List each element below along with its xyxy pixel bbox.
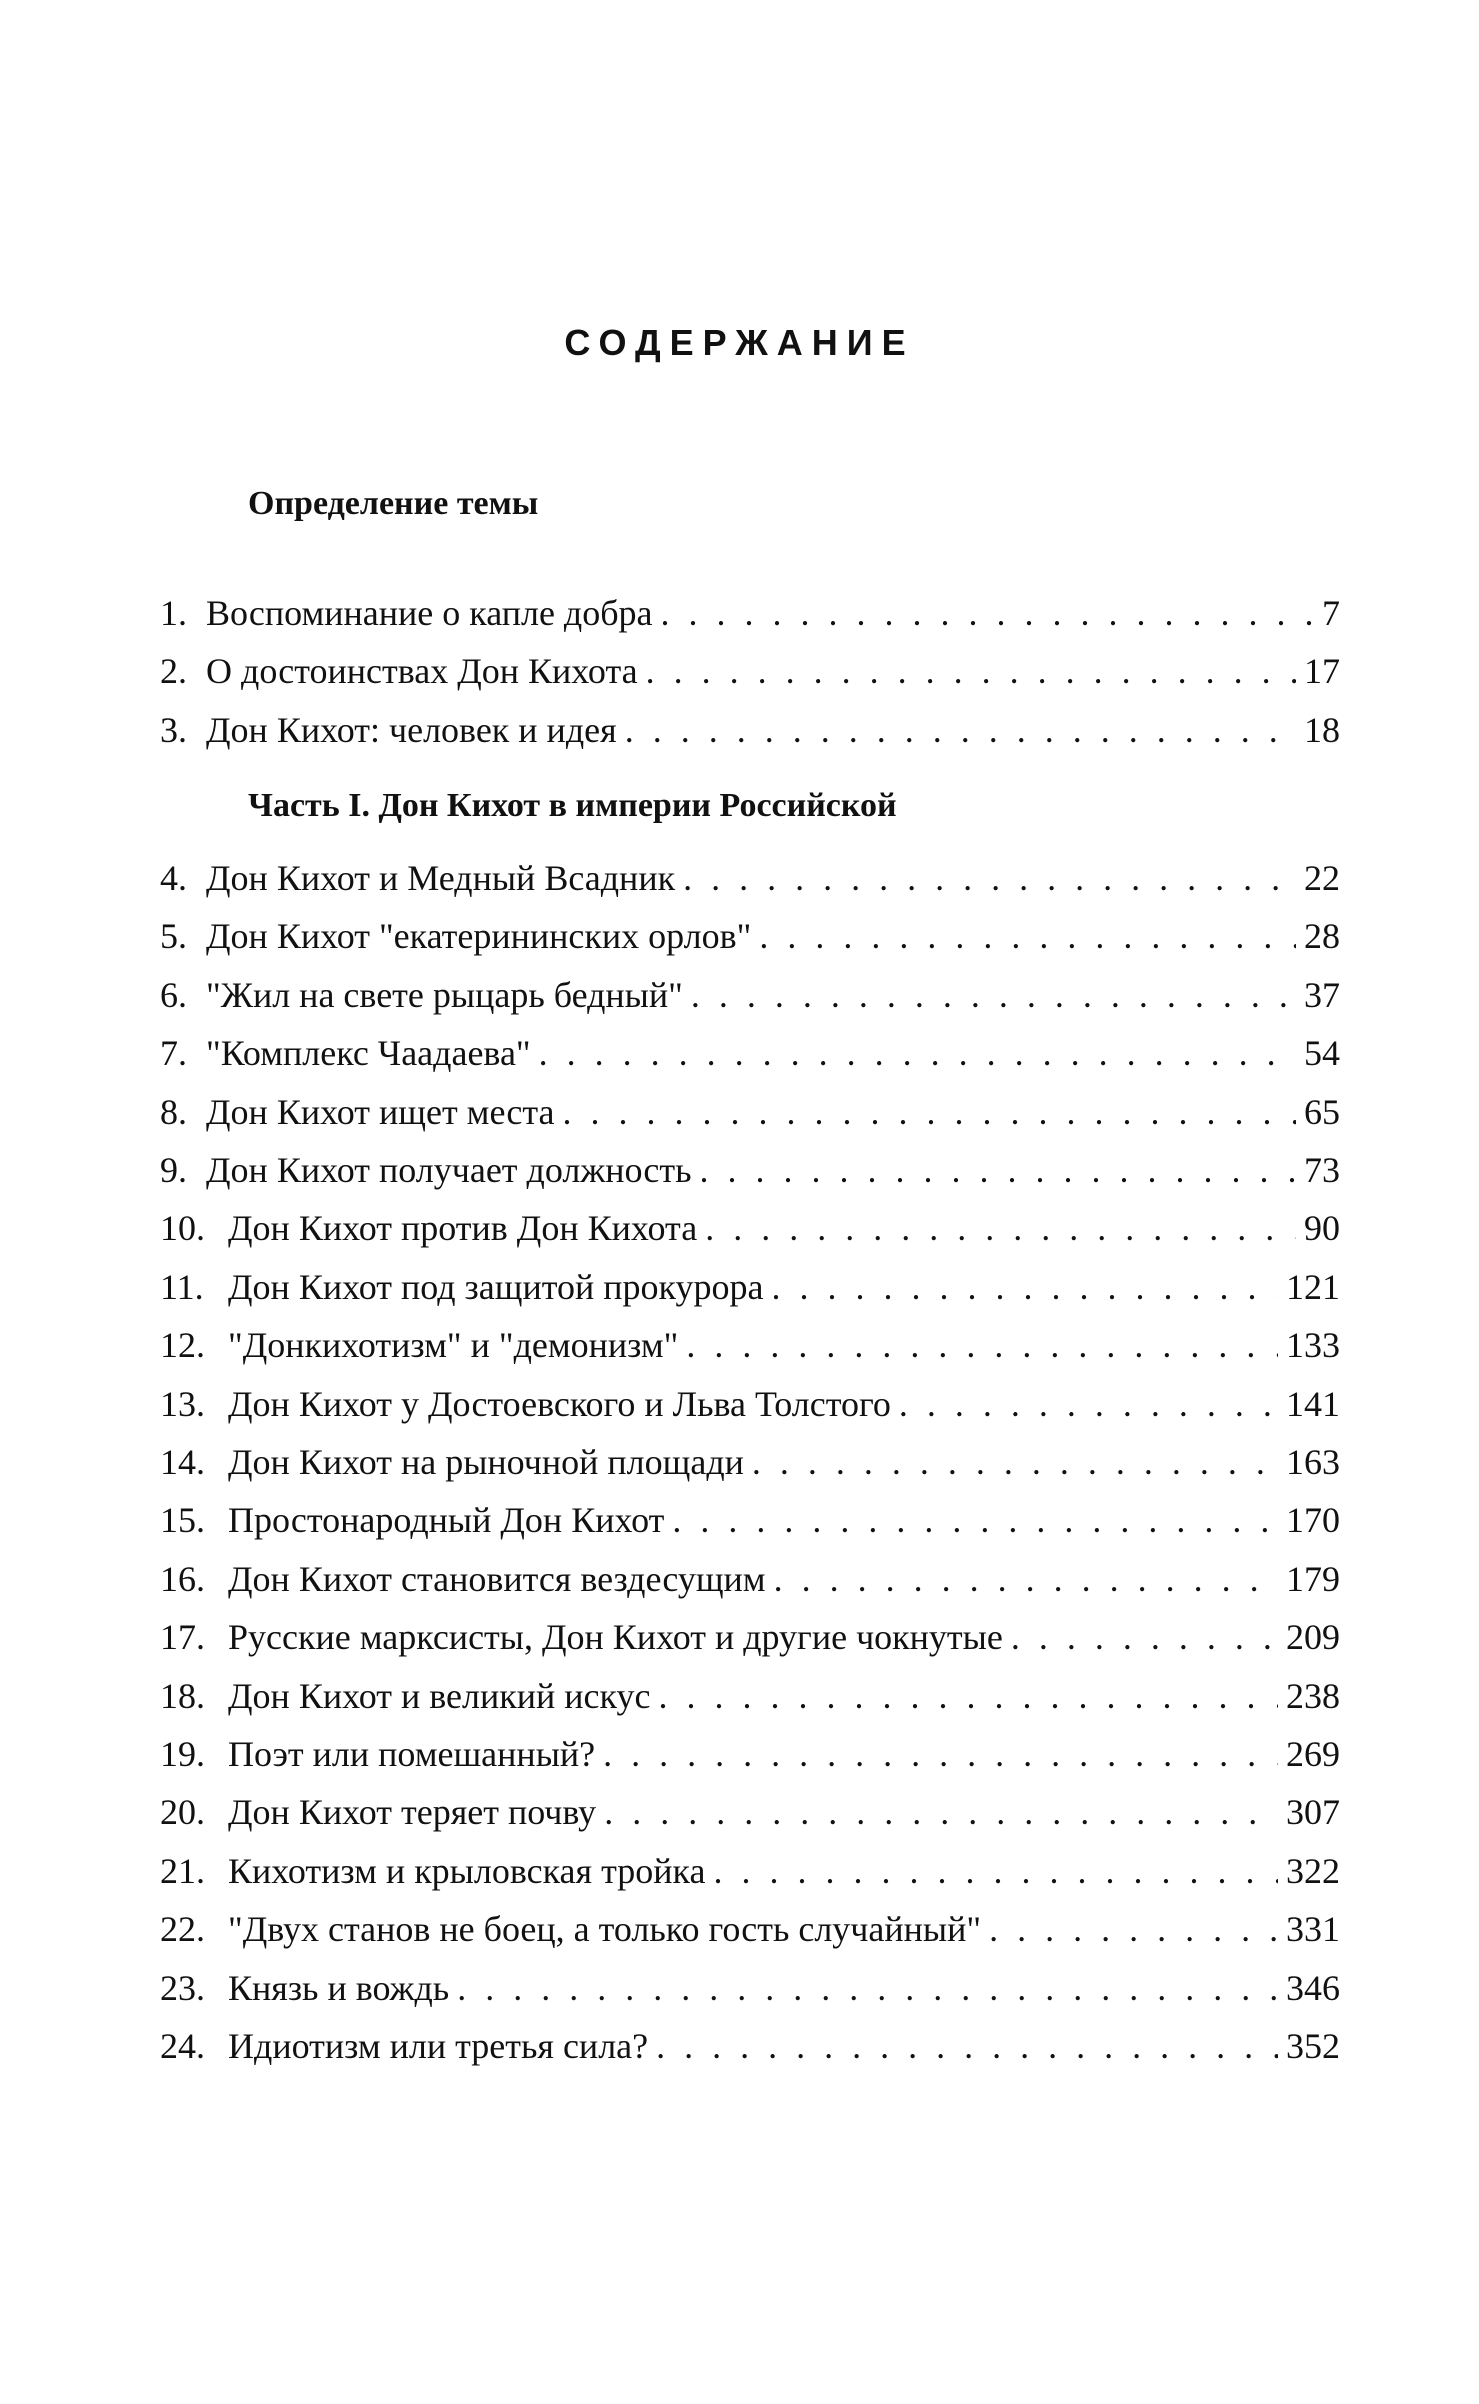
- toc-entry: [160, 1965, 1340, 2011]
- dot-leader: [752, 1439, 1278, 1485]
- entry-title: Воспоминание о капле добра: [206, 593, 653, 633]
- dot-leader: [457, 1965, 1278, 2011]
- entry-page-number: 238: [1286, 1675, 1340, 1716]
- entry-number: 13.: [160, 1383, 205, 1424]
- entry-title: Дон Кихот ищет места: [206, 1091, 555, 1132]
- entry-number: 3.: [160, 709, 187, 750]
- entry-title: Идиотизм или третья сила?: [228, 2026, 649, 2066]
- dot-leader: [691, 972, 1296, 1018]
- dot-leader: [686, 1322, 1278, 1368]
- toc-entry: [160, 1906, 1340, 1952]
- dot-leader: [899, 1381, 1278, 1427]
- entry-title: "Донкихотизм" и "демонизм": [228, 1325, 679, 1366]
- entry-page-number: 121: [1286, 1266, 1340, 1307]
- section-heading: Часть I. Дон Кихот в империи Российской: [248, 787, 897, 824]
- page-title: СОДЕРЖАНИЕ: [564, 322, 915, 363]
- entry-page-number: 179: [1286, 1558, 1340, 1599]
- toc-entry: [160, 1147, 1340, 1193]
- entry-title: Дон Кихот и Медный Всадник: [206, 858, 676, 898]
- toc-entry: [160, 972, 1340, 1018]
- entry-title: Дон Кихот на рыночной площади: [228, 1442, 744, 1482]
- entry-number: 9.: [160, 1150, 187, 1190]
- dot-leader: [625, 707, 1296, 753]
- entry-page-number: 7: [1322, 593, 1340, 633]
- dot-leader: [683, 855, 1296, 901]
- entry-page-number: 54: [1304, 1033, 1340, 1074]
- dot-leader: [539, 1030, 1296, 1076]
- toc-entry: [160, 1556, 1340, 1602]
- toc-entry: [160, 1030, 1340, 1076]
- entry-page-number: 141: [1286, 1383, 1340, 1424]
- entry-page-number: 322: [1286, 1850, 1340, 1891]
- dot-leader: [771, 1264, 1278, 1310]
- entry-page-number: 18: [1304, 709, 1340, 750]
- entry-number: 5.: [160, 916, 187, 957]
- entry-title: Дон Кихот под защитой прокурора: [228, 1266, 764, 1307]
- toc-entry: [160, 1789, 1340, 1835]
- dot-leader: [661, 590, 1314, 636]
- entry-number: 10.: [160, 1208, 205, 1249]
- dot-leader: [759, 913, 1296, 959]
- dot-leader: [656, 2023, 1278, 2069]
- entry-number: 11.: [160, 1266, 204, 1307]
- dot-leader: [1011, 1614, 1278, 1660]
- toc-entry: [160, 1497, 1340, 1543]
- entry-page-number: 22: [1304, 858, 1340, 898]
- entry-title: "Жил на свете рыцарь бедный": [206, 974, 683, 1015]
- entry-page-number: 307: [1286, 1792, 1340, 1833]
- toc-entry: [160, 1322, 1340, 1368]
- toc-entry: [160, 913, 1340, 959]
- entry-number: 2.: [160, 651, 187, 692]
- dot-leader: [774, 1556, 1278, 1602]
- entry-page-number: 209: [1286, 1617, 1340, 1658]
- entry-number: 21.: [160, 1850, 205, 1891]
- toc-entry: [160, 1673, 1340, 1719]
- entry-number: 17.: [160, 1617, 205, 1658]
- entry-page-number: 133: [1286, 1325, 1340, 1366]
- entry-title: Дон Кихот: человек и идея: [206, 709, 617, 750]
- entry-page-number: 73: [1304, 1150, 1340, 1190]
- toc-entry: [160, 1731, 1340, 1777]
- entry-number: 7.: [160, 1033, 187, 1074]
- toc-entry: [160, 590, 1340, 636]
- entry-number: 24.: [160, 2026, 205, 2066]
- entry-number: 22.: [160, 1909, 205, 1950]
- entry-number: 6.: [160, 974, 187, 1015]
- dot-leader: [658, 1673, 1278, 1719]
- toc-entry: [160, 1848, 1340, 1894]
- entry-title: Русские марксисты, Дон Кихот и другие чокнутые: [228, 1617, 1003, 1658]
- entry-number: 20.: [160, 1792, 205, 1833]
- toc-entry: [160, 855, 1340, 901]
- entry-number: 15.: [160, 1500, 205, 1541]
- entry-page-number: 269: [1286, 1734, 1340, 1774]
- entry-title: Простонародный Дон Кихот: [228, 1500, 665, 1541]
- toc-entry: [160, 2023, 1340, 2069]
- entry-title: Кихотизм и крыловская тройка: [228, 1850, 706, 1891]
- dot-leader: [989, 1906, 1278, 1952]
- dot-leader: [604, 1789, 1278, 1835]
- entry-title: Дон Кихот "екатерининских орлов": [206, 916, 752, 957]
- dot-leader: [603, 1731, 1278, 1777]
- dot-leader: [700, 1147, 1296, 1193]
- toc-entry: [160, 648, 1340, 694]
- entry-title: "Комплекс Чаадаева": [206, 1033, 531, 1074]
- entry-title: Дон Кихот у Достоевского и Льва Толстого: [228, 1383, 891, 1424]
- section-heading: Определение темы: [248, 485, 539, 522]
- entry-page-number: 346: [1286, 1967, 1340, 2008]
- entry-page-number: 28: [1304, 916, 1340, 957]
- entry-number: 18.: [160, 1675, 205, 1716]
- entry-title: Дон Кихот получает должность: [206, 1150, 692, 1190]
- entry-page-number: 331: [1286, 1909, 1340, 1950]
- entry-number: 14.: [160, 1442, 205, 1482]
- entry-title: Дон Кихот становится вездесущим: [228, 1558, 766, 1599]
- entry-title: О достоинствах Дон Кихота: [206, 651, 638, 692]
- entry-number: 8.: [160, 1091, 187, 1132]
- entry-title: Дон Кихот и великий искус: [228, 1675, 651, 1716]
- dot-leader: [713, 1848, 1278, 1894]
- toc-entry: [160, 1614, 1340, 1660]
- entry-number: 16.: [160, 1558, 205, 1599]
- entry-page-number: 65: [1304, 1091, 1340, 1132]
- entry-page-number: 37: [1304, 974, 1340, 1015]
- toc-entry: [160, 1205, 1340, 1251]
- dot-leader: [562, 1089, 1296, 1135]
- dot-leader: [672, 1497, 1278, 1543]
- entry-title: Дон Кихот теряет почву: [228, 1792, 597, 1833]
- entry-title: Князь и вождь: [228, 1967, 450, 2008]
- toc-entry: [160, 707, 1340, 753]
- entry-number: 4.: [160, 858, 187, 898]
- dot-leader: [646, 648, 1296, 694]
- toc-entry: [160, 1264, 1340, 1310]
- entry-title: Поэт или помешанный?: [228, 1734, 596, 1774]
- entry-title: "Двух станов не боец, а только гость случайный": [228, 1909, 982, 1950]
- entry-page-number: 90: [1304, 1208, 1340, 1249]
- toc-entry: [160, 1439, 1340, 1485]
- entry-page-number: 352: [1286, 2026, 1340, 2066]
- toc-entry: [160, 1089, 1340, 1135]
- entry-title: Дон Кихот против Дон Кихота: [228, 1208, 698, 1249]
- entry-page-number: 163: [1286, 1442, 1340, 1482]
- entry-number: 1.: [160, 593, 187, 633]
- toc-entry: [160, 1381, 1340, 1427]
- entry-page-number: 17: [1304, 651, 1340, 692]
- entry-number: 12.: [160, 1325, 205, 1366]
- dot-leader: [705, 1205, 1296, 1251]
- entry-number: 23.: [160, 1967, 205, 2008]
- entry-number: 19.: [160, 1734, 205, 1774]
- entry-page-number: 170: [1286, 1500, 1340, 1541]
